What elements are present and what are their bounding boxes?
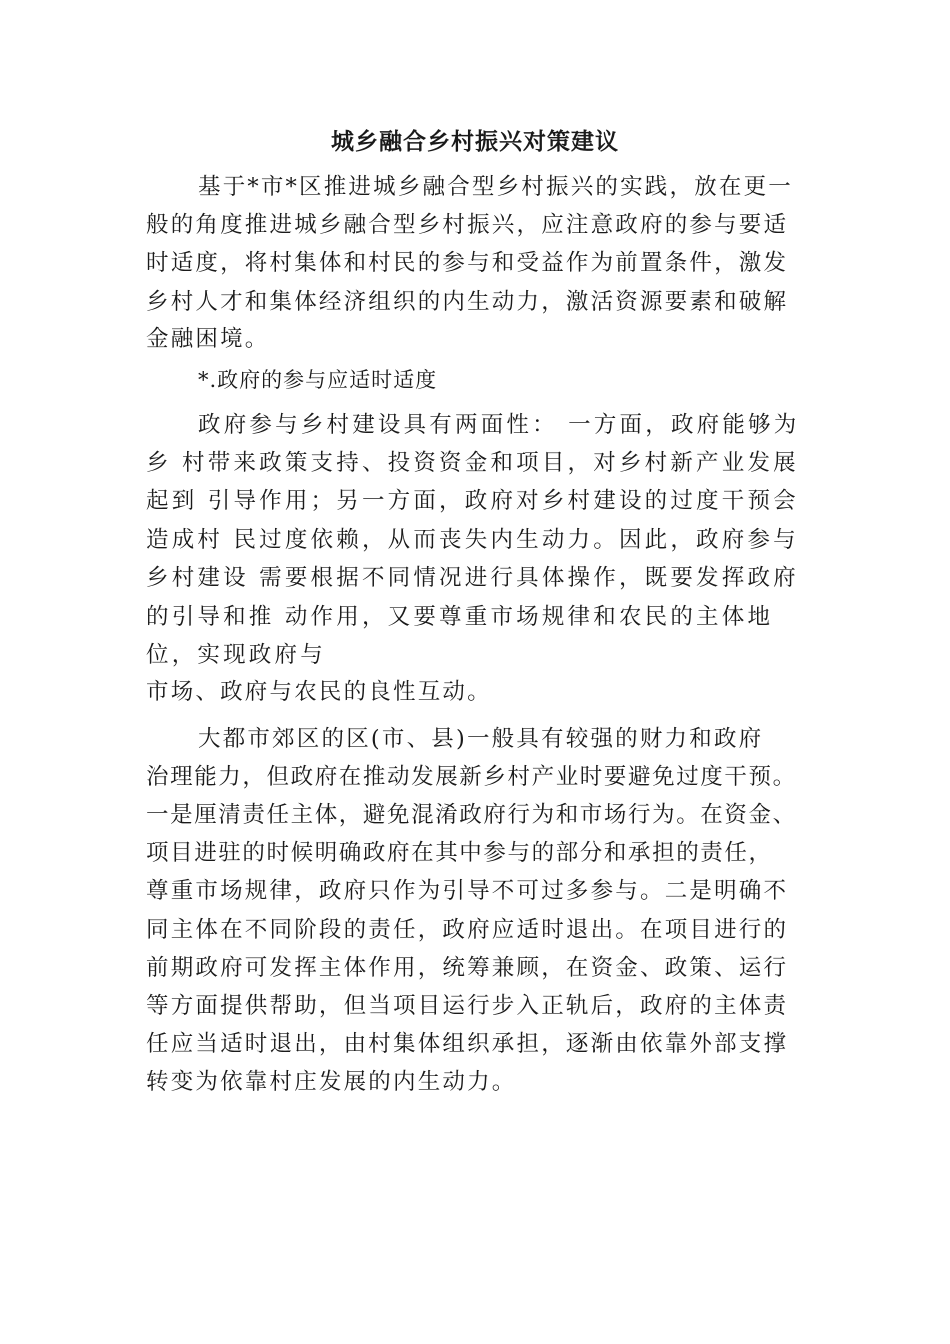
body-text-line: 市场、政府与农民的良性互动。 (146, 679, 492, 705)
document-title: 城乡融合乡村振兴对策建议 (331, 128, 619, 155)
body-text-line: 治理能力，但政府在推动发展新乡村产业时要避免过度干预。 (146, 764, 797, 790)
body-text-line: 金融困境。 (146, 326, 270, 352)
body-text-line: 般的角度推进城乡融合型乡村振兴，应注意政府的参与要适 (146, 212, 789, 238)
body-text-line: 一是厘清责任主体，避免混淆政府行为和市场行为。在资金、 (146, 802, 797, 828)
body-text-line: 乡村建设 需要根据不同情况进行具体操作，既要发挥政府 (146, 565, 799, 591)
body-text-line: 大都市郊区的区(市、县)一般具有较强的财力和政府 (198, 726, 764, 752)
body-text-line: 位，实现政府与 (146, 642, 326, 668)
section-heading: *.政府的参与应适时适度 (198, 368, 438, 392)
body-text-line: 任应当适时退出，由村集体组织承担，逐渐由依靠外部支撑 (146, 1031, 789, 1057)
body-text-line: 政府参与乡村建设具有两面性： 一方面，政府能够为 (198, 412, 800, 438)
body-text-line: 前期政府可发挥主体作用，统筹兼顾，在资金、政策、运行 (146, 955, 789, 981)
body-text-line: 起到 引导作用；另一方面，政府对乡村建设的过度干预会 (146, 488, 799, 514)
body-text-line: 同主体在不同阶段的责任，政府应适时退出。在项目进行的 (146, 917, 789, 943)
body-text-line: 转变为依靠村庄发展的内生动力。 (146, 1069, 517, 1095)
body-text-line: 的引导和推 动作用，又要尊重市场规律和农民的主体地 (146, 604, 774, 630)
body-text-line: 时适度，将村集体和村民的参与和受益作为前置条件，激发 (146, 250, 789, 276)
body-text-line: 尊重市场规律，政府只作为引导不可过多参与。二是明确不 (146, 878, 789, 904)
body-text-line: 基于*市*区推进城乡融合型乡村振兴的实践，放在更一 (198, 174, 794, 200)
body-text-line: 造成村 民过度依赖，从而丧失内生动力。因此，政府参与 (146, 527, 799, 553)
body-text-line: 项目进驻的时候明确政府在其中参与的部分和承担的责任， (146, 840, 773, 866)
body-text-line: 乡 村带来政策支持、投资资金和项目，对乡村新产业发展 (146, 450, 799, 476)
body-text-line: 等方面提供帮助，但当项目运行步入正轨后，政府的主体责 (146, 993, 789, 1019)
body-text-line: 乡村人才和集体经济组织的内生动力，激活资源要素和破解 (146, 289, 789, 315)
